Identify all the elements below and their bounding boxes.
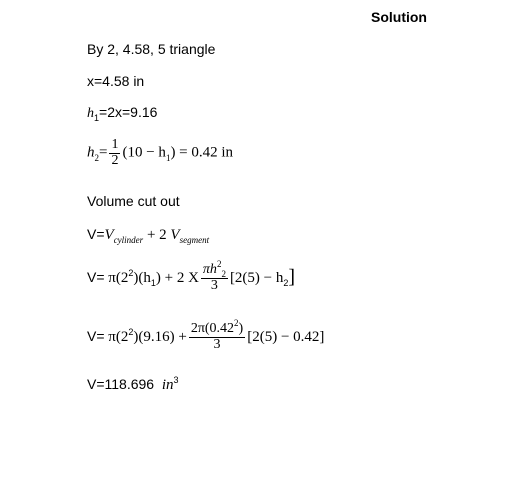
volume-result [87, 376, 179, 394]
v-formula-fraction [201, 259, 228, 293]
page-heading: Solution [371, 9, 427, 25]
h2-paren: (10 − h [122, 144, 166, 161]
volume-label: Volume cut out [87, 193, 180, 209]
v-num-frac-num-end: ) [238, 321, 244, 336]
volume-numeric [87, 318, 325, 352]
v-formula-b-sub: 1 [150, 277, 156, 288]
v-formula-frac-num-sub: 2 [221, 269, 226, 279]
v-result-unit-sup: 3 [173, 375, 179, 385]
v-formula-a-sup: 2 [128, 267, 134, 278]
v-formula-part-e: ] [288, 265, 296, 288]
v-segment-subscript: segment [179, 235, 210, 245]
v-result-unit: in [161, 377, 174, 393]
v-num-frac-num-text: 2π(0.42 [190, 321, 235, 336]
v-formula-part-c: ) + 2 X [155, 269, 199, 286]
v-formula-part-d: [2(5) − h [229, 269, 284, 286]
v-def-lhs: V= [87, 226, 105, 242]
h1-symbol: h [87, 106, 94, 121]
h2-symbol: h [87, 144, 95, 161]
h2-result: ) = 0.42 in [170, 144, 234, 161]
volume-formula [87, 259, 296, 293]
v-plus-two: + 2 [143, 227, 171, 243]
v-formula-frac-num-text: πh [202, 262, 217, 277]
volume-definition [87, 226, 209, 244]
v-num-fraction-denominator: 3 [213, 336, 221, 352]
h2-fraction [109, 138, 120, 168]
h2-fraction-denominator: 2 [111, 152, 119, 168]
v-formula-lhs: V= [87, 268, 105, 285]
v-cylinder-symbol: V [104, 227, 114, 243]
v-num-a-sup: 2 [128, 326, 134, 337]
v-num-part-c: [2(5) − 0.42] [247, 328, 325, 345]
v-num-lhs: V= [87, 327, 105, 344]
h2-paren-subscript: 1 [165, 152, 171, 163]
v-num-part-a: π(2 [104, 328, 129, 345]
v-formula-fraction-numerator [201, 259, 228, 279]
v-formula-d-sub: 2 [283, 277, 289, 288]
x-value-line: x=4.58 in [87, 73, 145, 89]
v-num-fraction [189, 318, 245, 352]
v-formula-fraction-denominator: 3 [210, 277, 218, 293]
v-result-value: V=118.696 [87, 376, 155, 392]
v-formula-part-b: )(h [133, 269, 151, 286]
v-num-part-b: )(9.16) + [133, 328, 187, 345]
v-num-fraction-numerator [189, 318, 245, 338]
h2-subscript: 2 [94, 152, 99, 163]
v-formula-frac-num-sup: 2 [216, 259, 222, 269]
h2-fraction-numerator: 1 [111, 137, 119, 152]
v-num-frac-num-sup: 2 [234, 318, 239, 328]
v-cylinder-subscript: cylinder [113, 235, 144, 245]
h1-subscript: 1 [94, 113, 100, 123]
triangle-line: By 2, 4.58, 5 triangle [87, 41, 216, 57]
h2-equals: = [99, 144, 108, 161]
h1-rhs: =2x=9.16 [99, 104, 158, 120]
h2-equation [87, 138, 233, 168]
v-formula-part-a: π(2 [104, 269, 129, 286]
v-segment-symbol: V [170, 227, 180, 243]
h1-equation [87, 104, 157, 122]
